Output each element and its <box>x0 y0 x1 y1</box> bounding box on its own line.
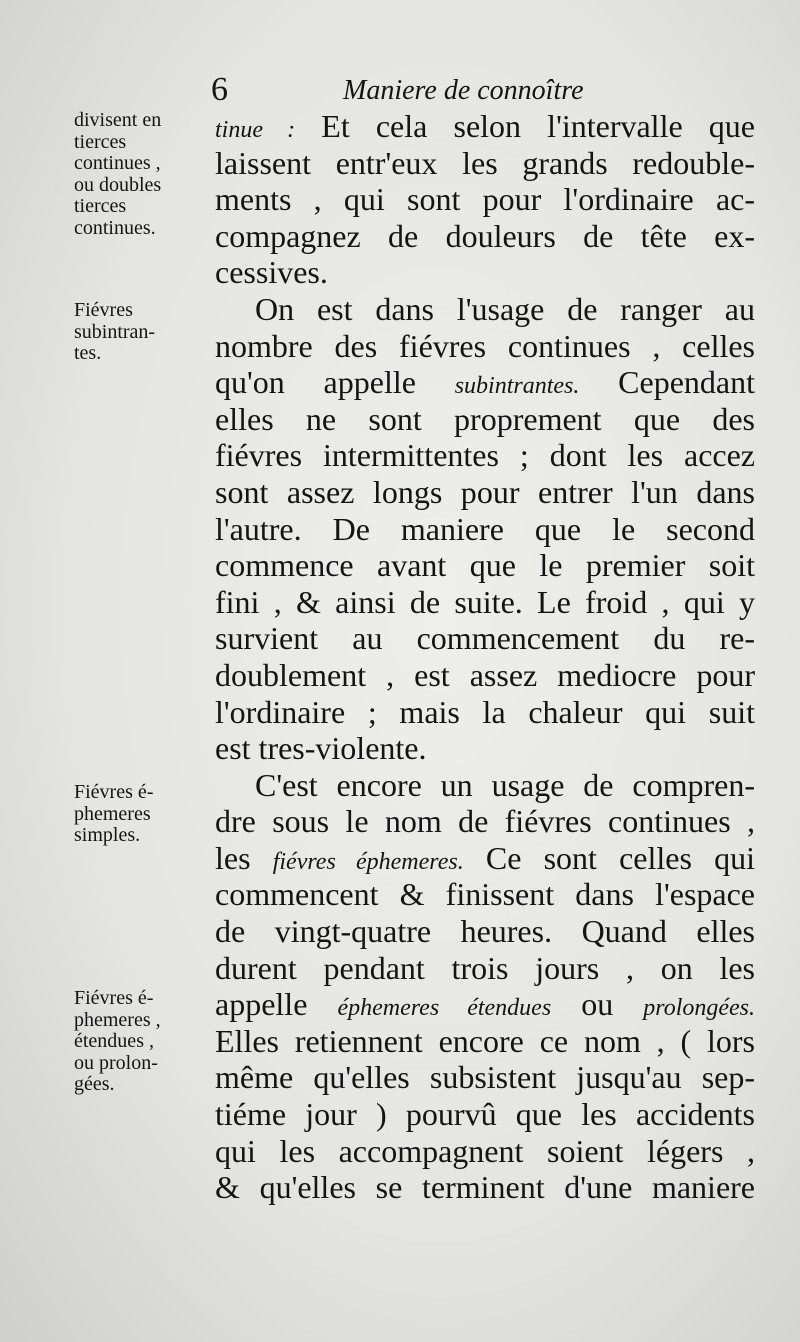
text-line: l'autre. De maniere que le second <box>215 510 755 547</box>
text-line: même qu'elles subsistent jusqu'au sep- <box>215 1059 755 1096</box>
text-line: durent pendant trois jours , on les <box>215 949 755 986</box>
margin-note <box>74 782 209 847</box>
text-line: appelle éphemeres étendues ou prolongées. <box>215 986 756 1023</box>
margin-note-line: continues , <box>74 152 161 174</box>
margin-note-line: Fiévres é- <box>74 987 154 1009</box>
text-line: C'est encore un usage de compren- <box>255 766 755 803</box>
text-line: tinue : Et cela selon l'intervalle que <box>215 108 755 144</box>
margin-note-line: ou doubles <box>74 173 162 196</box>
margin-note-line: tierces <box>74 130 127 153</box>
text-line: elles ne sont proprement que des <box>215 400 755 437</box>
margin-note-line: tierces <box>74 195 127 217</box>
text-line: qu'on appelle subintrantes. Cependant <box>215 364 756 401</box>
margin-note-line: ou prolon- <box>74 1051 158 1074</box>
text-line: cessives. <box>215 254 328 291</box>
margin-note-line: subintran- <box>74 320 156 343</box>
text-line: commence avant que le premier soit <box>215 547 755 584</box>
text-line: dre sous le nom de fiévres continues , <box>215 803 755 840</box>
text-line: compagnez de douleurs de tête ex- <box>215 217 755 254</box>
text-line: Elles retiennent encore ce nom , ( lors <box>215 1022 755 1059</box>
margin-note <box>74 300 209 365</box>
margin-note-line: divisent en <box>74 109 162 131</box>
margin-note-line: étendues , <box>74 1030 154 1052</box>
text-line: fini , & ainsi de suite. Le froid , qui y <box>215 583 755 620</box>
text-line: fiévres intermittentes ; dont les accez <box>215 437 755 474</box>
text-line: On est dans l'usage de ranger au <box>255 290 755 327</box>
text-line: ments , qui sont pour l'ordinaire ac- <box>215 181 755 218</box>
text-line: l'ordinaire ; mais la chaleur qui suit <box>215 693 755 730</box>
text-line: sont assez longs pour entrer l'un dans <box>215 473 755 510</box>
running-head: Maniere de connoître <box>343 75 584 106</box>
text-line: qui les accompagnent soient légers , <box>215 1132 755 1169</box>
margin-note-line: Fiévres <box>74 299 133 321</box>
text-line: & qu'elles se terminent d'une maniere <box>215 1169 755 1206</box>
text-line: tiéme jour ) pourvû que les accidents <box>215 1096 755 1133</box>
margin-note-line: phemeres <box>74 802 151 825</box>
body-text <box>215 108 755 1206</box>
page-number: 6 <box>211 71 228 108</box>
text-line: survient au commencement du re- <box>215 620 755 657</box>
margin-note <box>74 110 209 239</box>
text-line: de vingt-quatre heures. Quand elles <box>215 913 755 950</box>
text-line: est tres-violente. <box>215 730 427 767</box>
margin-note <box>74 988 209 1096</box>
margin-note-line: continues. <box>74 216 156 239</box>
margin-note-line: phemeres , <box>74 1008 161 1031</box>
text-line: commencent & finissent dans l'espace <box>215 876 755 913</box>
text-line: doublement , est assez mediocre pour <box>215 656 755 693</box>
margin-note-line: simples. <box>74 824 141 846</box>
text-line: nombre des fiévres continues , celles <box>215 327 755 364</box>
margin-note-line: Fiévres é- <box>74 781 154 803</box>
margin-note-line: tes. <box>74 342 102 364</box>
page-header <box>205 72 625 108</box>
text-line: laissent entr'eux les grands redouble- <box>215 144 755 181</box>
text-line: les fiévres éphemeres. Ce sont celles qui <box>215 839 756 876</box>
margin-note-line: gées. <box>74 1073 115 1095</box>
